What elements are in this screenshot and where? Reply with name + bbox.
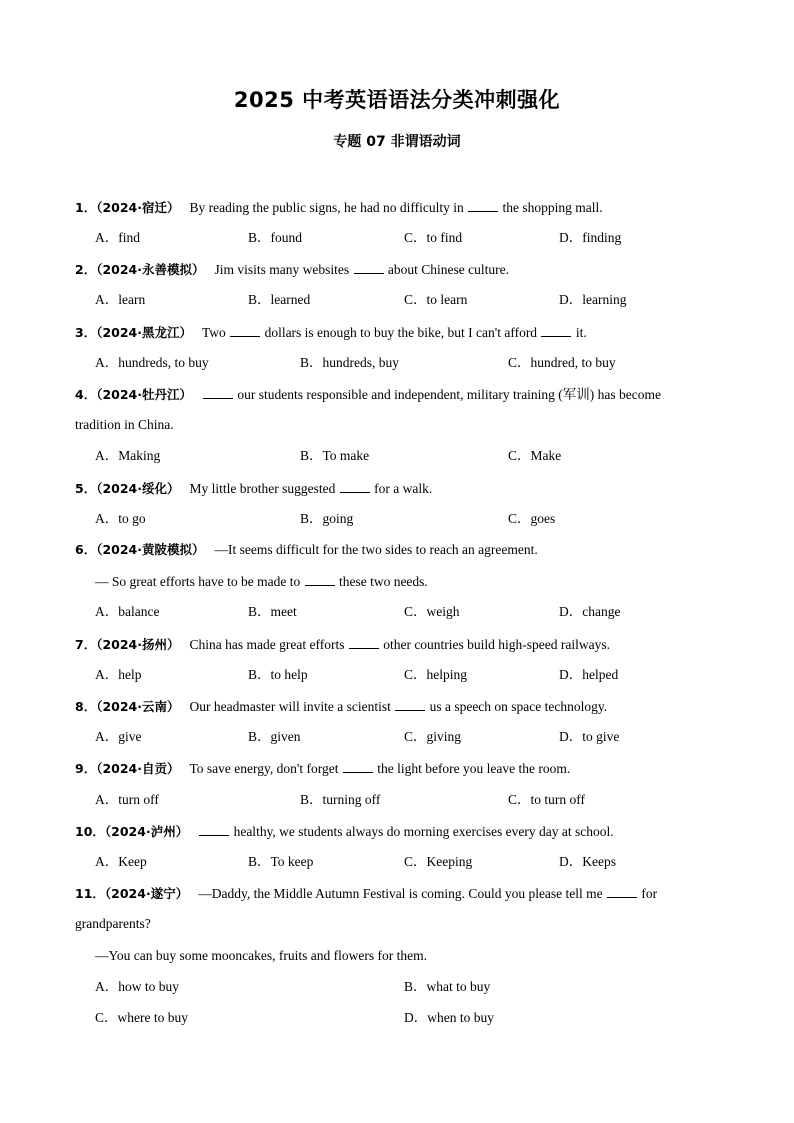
option-b: B．to help (248, 667, 308, 682)
option-c: C．Make (508, 448, 562, 463)
question-10 (75, 822, 614, 841)
option-a: A．hundreds, to buy (95, 355, 209, 370)
option-a: A．how to buy (95, 979, 179, 994)
question-source: （2024·绥化） (96, 481, 180, 496)
question-4 (75, 385, 661, 404)
question-source: （2024·宿迁） (96, 200, 180, 215)
option-d: D．when to buy (404, 1010, 494, 1025)
question-number: 5． (75, 481, 97, 496)
option-a: A．Making (95, 448, 161, 463)
answer-blank (607, 884, 637, 898)
page-title: 2025 中考英语语法分类冲刺强化 (233, 88, 561, 112)
option-b: B．learned (248, 292, 311, 307)
question-source: （2024·云南） (96, 699, 180, 714)
answer-blank (340, 479, 370, 493)
question-stem-pre: Jim visits many websites (214, 262, 353, 277)
answer-blank (343, 759, 373, 773)
question-number: 10． (75, 824, 105, 839)
option-b: B．given (248, 729, 301, 744)
option-a: A．help (95, 667, 142, 682)
question-stem-post: it. (572, 325, 587, 340)
option-c: C．hundred, to buy (508, 355, 616, 370)
question-number: 7． (75, 637, 97, 652)
question-number: 9． (75, 761, 97, 776)
question-source: （2024·永善模拟） (96, 262, 205, 277)
answer-blank (541, 323, 571, 337)
question-stem-pre: To save energy, don't forget (189, 761, 342, 776)
dialog-line (95, 572, 428, 591)
question-number: 11． (75, 886, 105, 901)
answer-blank (199, 822, 229, 836)
question-stem-post: about Chinese culture. (384, 262, 509, 277)
question-9 (75, 759, 570, 778)
option-a: A．turn off (95, 792, 159, 807)
option-a: A．to go (95, 511, 146, 526)
option-b: B．hundreds, buy (300, 355, 399, 370)
dialog-post: these two needs. (335, 574, 428, 589)
question-number: 4． (75, 387, 97, 402)
question-stem-mid: dollars is enough to buy the bike, but I can't afford (261, 325, 541, 340)
question-stem-post: other countries build high-speed railways. (379, 637, 611, 652)
question-8 (75, 697, 607, 716)
question-number: 1． (75, 200, 97, 215)
question-stem-post: us a speech on space technology. (426, 699, 608, 714)
question-stem-post: the light before you leave the room. (373, 761, 571, 776)
option-b: B．what to buy (404, 979, 491, 994)
dialog-line: —You can buy some mooncakes, fruits and flowers for them. (95, 948, 427, 963)
question-number: 6． (75, 542, 97, 557)
option-a: A．find (95, 230, 140, 245)
question-1 (75, 198, 603, 217)
answer-blank (395, 697, 425, 711)
question-stem-continuation: grandparents? (75, 916, 151, 931)
question-number: 8． (75, 699, 97, 714)
question-7 (75, 635, 610, 654)
answer-blank (203, 385, 233, 399)
option-d: D．helped (559, 667, 619, 682)
question-stem-post: for (638, 886, 658, 901)
question-stem-pre: China has made great efforts (189, 637, 348, 652)
option-b: B．meet (248, 604, 297, 619)
question-number: 2． (75, 262, 97, 277)
question-stem-continuation: tradition in China. (75, 417, 174, 432)
answer-blank (305, 572, 335, 586)
question-stem-post: for a walk. (370, 481, 433, 496)
question-stem-pre: Our headmaster will invite a scientist (189, 699, 395, 714)
option-b: B．To keep (248, 854, 314, 869)
question-stem-pre: My little brother suggested (189, 481, 339, 496)
option-b: B．found (248, 230, 302, 245)
answer-blank (349, 635, 379, 649)
question-2 (75, 260, 509, 279)
question-source: （2024·自贡） (96, 761, 180, 776)
answer-blank (354, 260, 384, 274)
question-source: （2024·黄陂模拟） (96, 542, 205, 557)
option-a: A．Keep (95, 854, 147, 869)
dialog-pre: — So great efforts have to be made to (95, 574, 304, 589)
option-c: C．to learn (404, 292, 468, 307)
option-c: C．to turn off (508, 792, 585, 807)
question-source: （2024·扬州） (96, 637, 180, 652)
option-d: D．learning (559, 292, 627, 307)
page-subtitle: 专题 07 非谓语动词 (333, 134, 461, 150)
option-c: C．weigh (404, 604, 460, 619)
option-d: D．change (559, 604, 621, 619)
option-b: B．going (300, 511, 354, 526)
option-c: C．goes (508, 511, 556, 526)
option-c: C．to find (404, 230, 463, 245)
option-b: B．turning off (300, 792, 381, 807)
question-stem-post: healthy, we students always do morning exercises every day at school. (230, 824, 614, 839)
question-stem-post: our students responsible and independent, military training (军训) has become (234, 387, 662, 402)
question-stem-pre: By reading the public signs, he had no difficulty in (189, 200, 468, 215)
question-source: （2024·泸州） (104, 824, 189, 839)
option-a: A．learn (95, 292, 146, 307)
option-c: C．helping (404, 667, 467, 682)
question-source: （2024·遂宁） (104, 886, 189, 901)
answer-blank (230, 323, 260, 337)
option-d: D．finding (559, 230, 622, 245)
option-c: C．giving (404, 729, 462, 744)
question-6 (75, 541, 538, 559)
option-a: A．give (95, 729, 142, 744)
question-11 (75, 884, 657, 903)
question-number: 3． (75, 325, 97, 340)
question-stem-pre: —Daddy, the Middle Autumn Festival is coming. Could you please tell me (198, 886, 607, 901)
question-stem-pre: Two (202, 325, 230, 340)
question-3 (75, 323, 587, 342)
question-source: （2024·牡丹江） (96, 387, 192, 402)
option-d: D．to give (559, 729, 620, 744)
option-a: A．balance (95, 604, 160, 619)
option-d: D．Keeps (559, 854, 616, 869)
question-stem-pre: —It seems difficult for the two sides to reach an agreement. (214, 542, 538, 557)
question-5 (75, 479, 432, 498)
question-stem-post: the shopping mall. (499, 200, 603, 215)
option-c: C．Keeping (404, 854, 473, 869)
option-b: B．To make (300, 448, 370, 463)
question-source: （2024·黑龙江） (96, 325, 192, 340)
option-c: C．where to buy (95, 1010, 188, 1025)
answer-blank (468, 198, 498, 212)
